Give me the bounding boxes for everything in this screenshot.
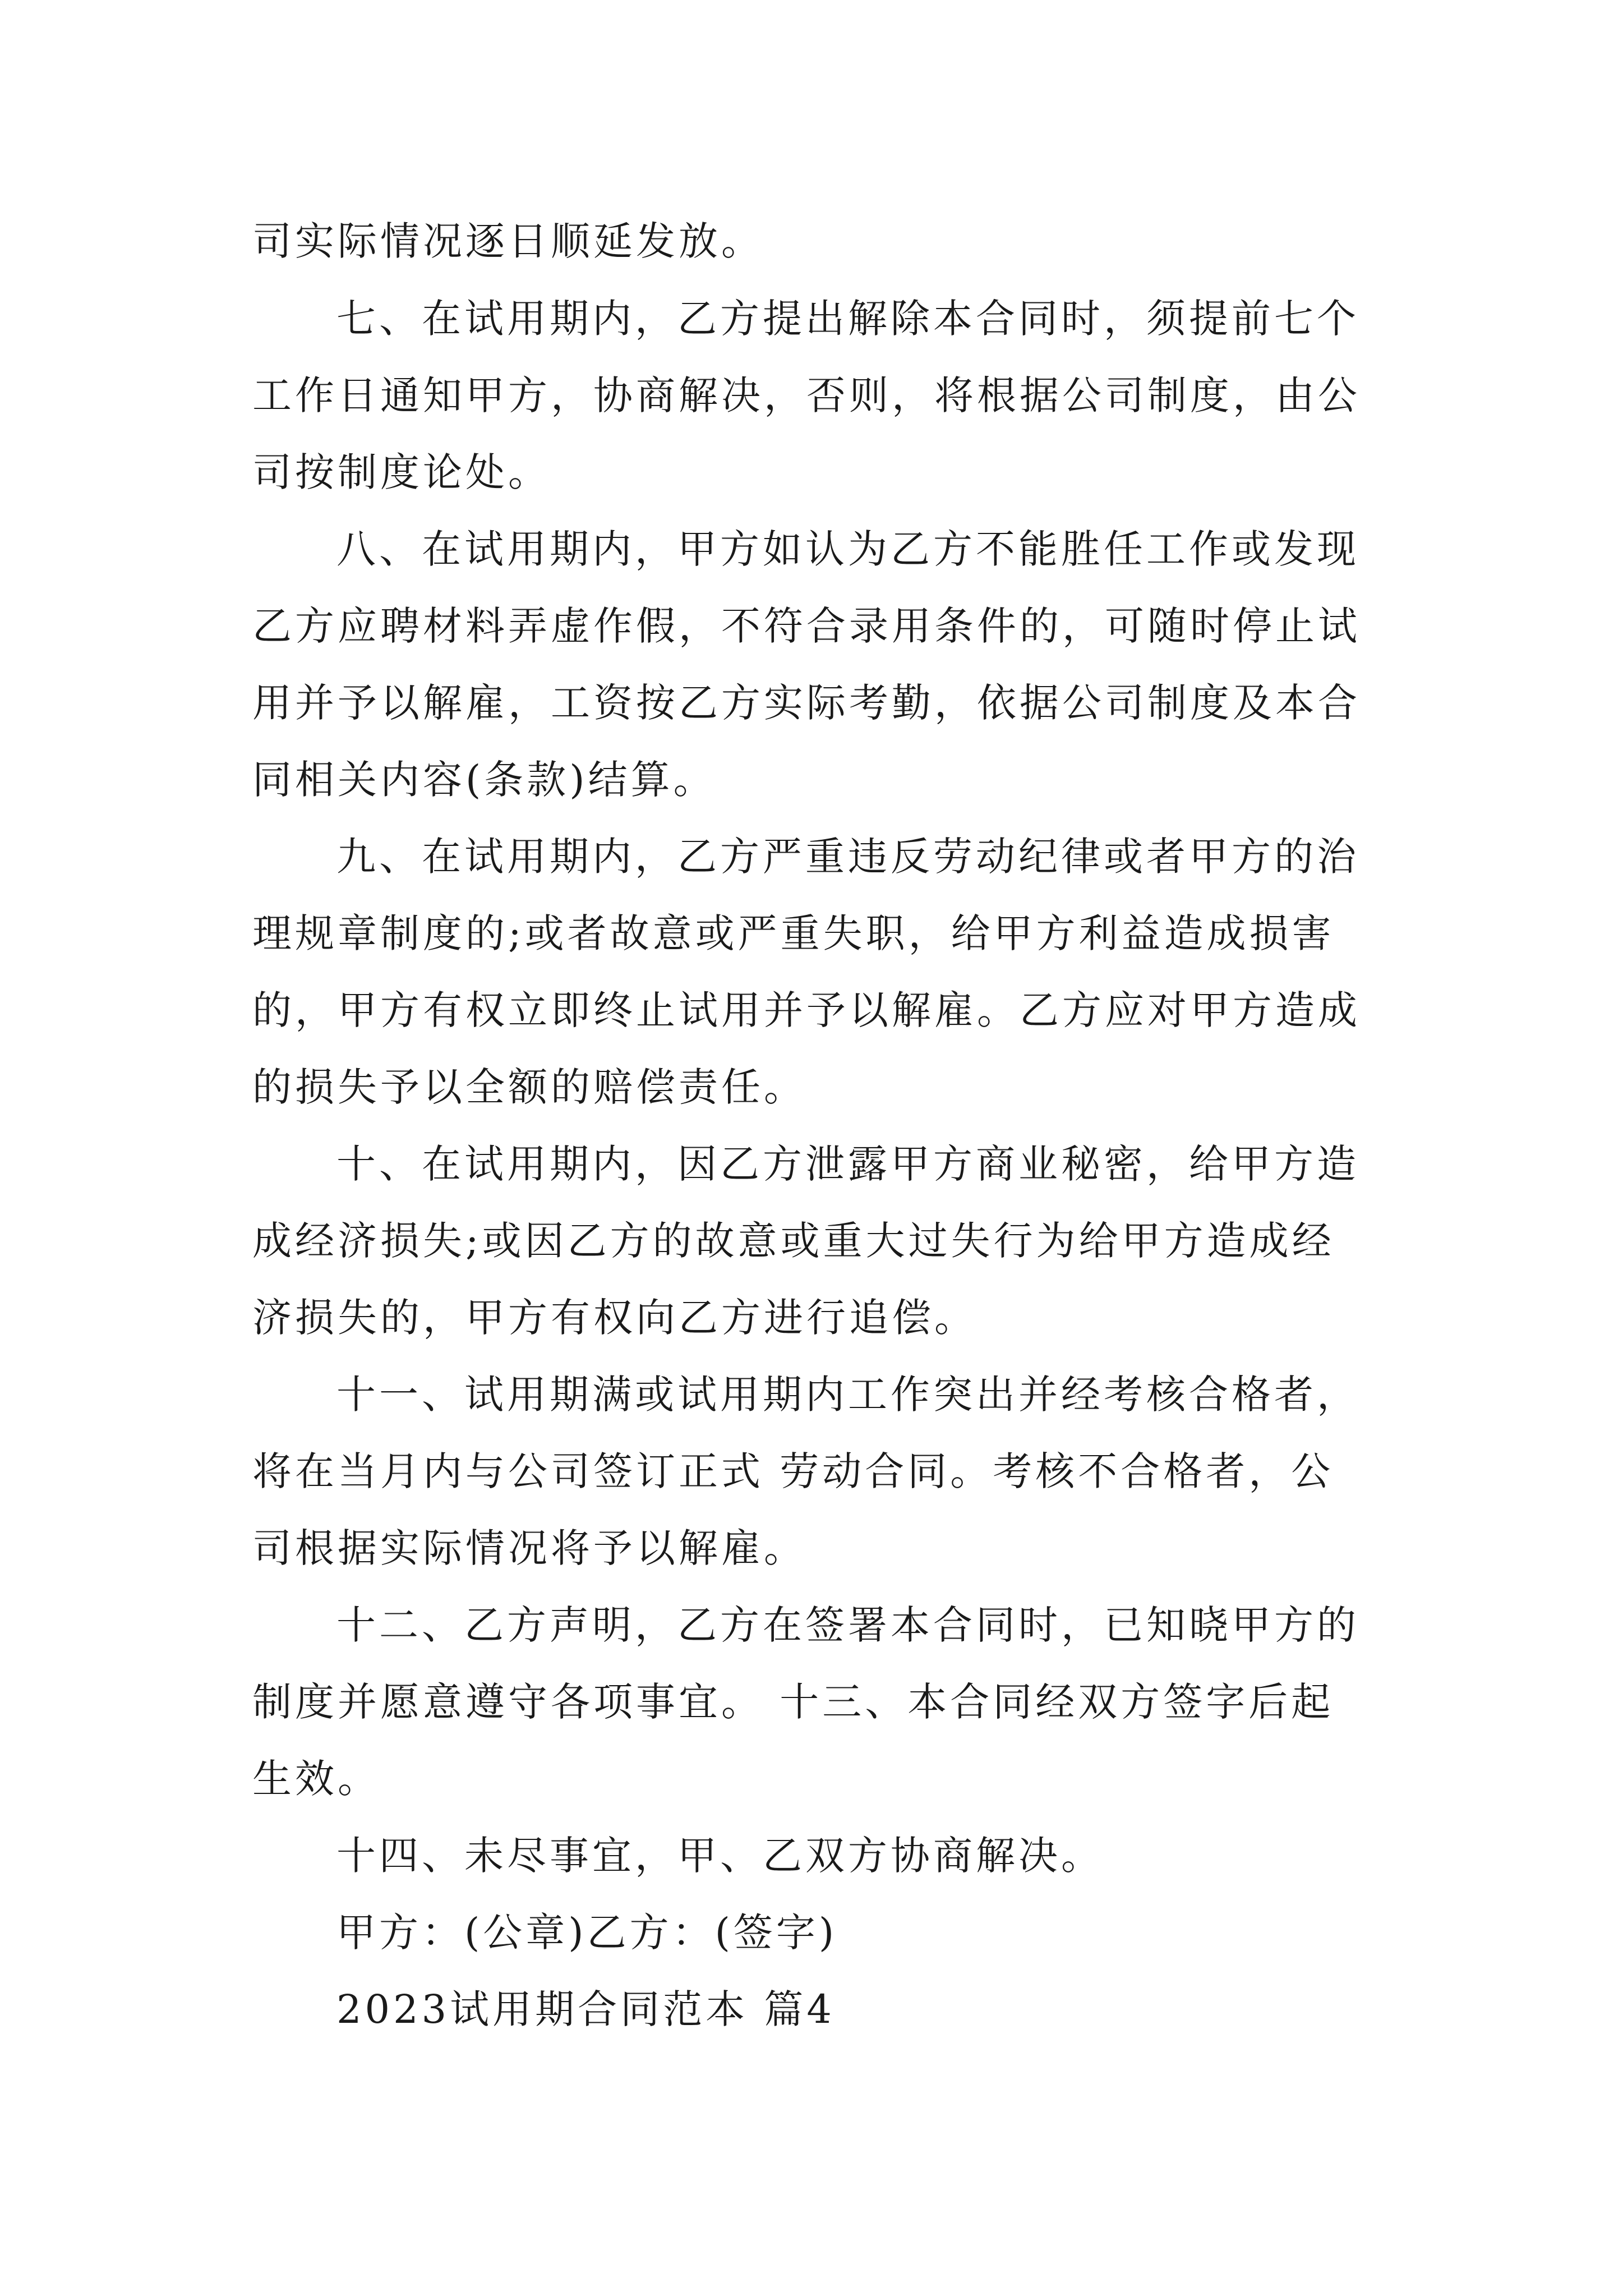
text-line-22: 十四、未尽事宜，甲、乙双方协商解决。 [336, 1833, 1104, 1879]
text-line-13: 十、在试用期内，因乙方泄露甲方商业秘密，给甲方造 [336, 1141, 1359, 1187]
text-line-16: 十一、试用期满或试用期内工作突出并经考核合格者， [336, 1372, 1359, 1418]
text-line-15: 济损失的，甲方有权向乙方进行追偿。 [252, 1295, 977, 1341]
text-line-11: 的，甲方有权立即终止试用并予以解雇。乙方应对甲方造成 [252, 987, 1361, 1033]
text-line-8: 同相关内容(条款)结算。 [252, 757, 716, 803]
text-line-17: 将在当月内与公司签订正式 劳动合同。考核不合格者，公 [252, 1448, 1334, 1494]
text-line-3: 工作日通知甲方，协商解决，否则，将根据公司制度，由公 [252, 372, 1361, 418]
text-line-4: 司按制度论处。 [252, 449, 551, 495]
section-heading: 2023试用期合同范本 篇4 [336, 1986, 835, 2032]
text-line-2: 七、在试用期内，乙方提出解除本合同时，须提前七个 [336, 296, 1359, 342]
text-line-18: 司根据实际情况将予以解雇。 [252, 1525, 806, 1571]
text-line-7: 用并予以解雇，工资按乙方实际考勤，依据公司制度及本合 [252, 680, 1361, 726]
text-line-9: 九、在试用期内，乙方严重违反劳动纪律或者甲方的治 [336, 834, 1359, 880]
text-line-21: 生效。 [252, 1756, 380, 1802]
signature-line: 甲方：(公章)乙方：(签字) [336, 1910, 838, 1955]
text-line-5: 八、在试用期内，甲方如认为乙方不能胜任工作或发现 [336, 526, 1359, 572]
text-line-14: 成经济损失;或因乙方的故意或重大过失行为给甲方造成经 [252, 1218, 1335, 1264]
text-line-20: 制度并愿意遵守各项事宜。 十三、本合同经双方签字后起 [252, 1679, 1334, 1725]
text-line-19: 十二、乙方声明，乙方在签署本合同时，已知晓甲方的 [336, 1602, 1359, 1648]
text-line-6: 乙方应聘材料弄虚作假，不符合录用条件的，可随时停止试 [252, 603, 1361, 649]
text-line-12: 的损失予以全额的赔偿责任。 [252, 1064, 806, 1110]
text-line-1: 司实际情况逐日顺延发放。 [252, 218, 764, 264]
text-line-10: 理规章制度的;或者故意或严重失职，给甲方利益造成损害 [252, 910, 1335, 956]
